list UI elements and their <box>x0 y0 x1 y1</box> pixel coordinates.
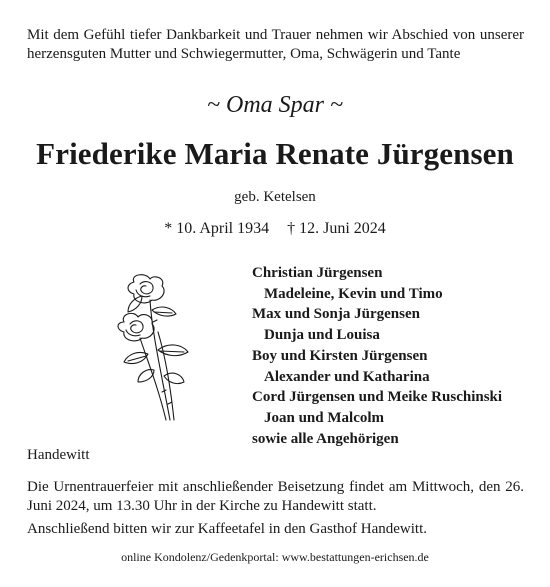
intro-text: Mit dem Gefühl tiefer Dankbarkeit und Trauer nehmen wir Abschied von unserer herzensguten Mutter und Schwiegermutter, Oma, Schwägerin und Tante <box>27 27 524 62</box>
place: Handewitt <box>27 447 90 463</box>
family-line: Joan und Malcolm <box>264 409 385 426</box>
family-line: Max und Sonja Jürgensen <box>252 306 420 323</box>
family-line: Cord Jürgensen und Meike Ruschinski <box>252 389 503 406</box>
rose-icon <box>112 272 202 422</box>
condolence-footer: online Kondolenz/Gedenkportal: www.bestattungen-erichsen.de <box>121 550 429 564</box>
service-info: Die Urnentrauerfeier mit anschließender Beisetzung findet am Mittwoch, den 26. Juni 2024, um 13.30 Uhr in der Kirche zu Handewitt statt. <box>27 479 524 514</box>
family-line: sowie alle Angehörigen <box>252 430 399 447</box>
family-line: Dunja und Louisa <box>264 327 380 344</box>
maiden-name: geb. Ketelsen <box>234 189 316 205</box>
family-line: Alexander und Katharina <box>264 368 430 385</box>
life-dates <box>0 219 550 239</box>
family-line: Madeleine, Kevin und Timo <box>264 285 443 302</box>
family-list <box>252 263 542 449</box>
birth-date: * 10. April 1934 <box>164 220 270 237</box>
family-line: Christian Jürgensen <box>252 265 383 281</box>
family-line: Boy und Kirsten Jürgensen <box>252 347 428 364</box>
death-date: † 12. Juni 2024 <box>287 220 386 237</box>
nickname: ~ Oma Spar ~ <box>207 92 343 118</box>
reception-info: Anschließend bitten wir zur Kaffeetafel in den Gasthof Handewitt. <box>27 521 428 537</box>
deceased-full-name: Friederike Maria Renate Jürgensen <box>36 136 514 171</box>
